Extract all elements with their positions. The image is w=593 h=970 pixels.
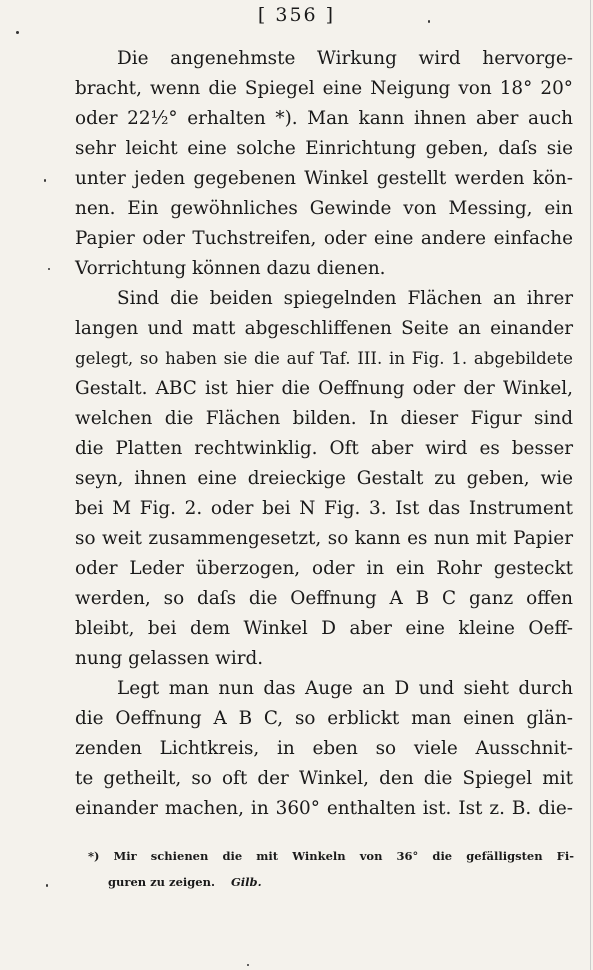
- scan-speck: [16, 31, 19, 34]
- text-line: die Oeffnung A B C, so erblickt man einen glän-: [75, 708, 573, 729]
- footnote-signature: Gilb.: [230, 875, 262, 889]
- text-line: nung gelassen wird.: [75, 648, 264, 669]
- text-line: Legt man nun das Auge an D und sieht durch: [117, 678, 573, 699]
- text-line: werden, so daſs die Oeffnung A B C ganz offen: [75, 588, 573, 609]
- text-line: gelegt, so haben sie die auf Taf. III. in Fig. 1. abgebildete: [75, 349, 573, 368]
- body-text: [75, 44, 573, 824]
- footnote-line: [88, 869, 574, 895]
- text-line: oder Leder überzogen, oder in ein Rohr gesteckt: [75, 558, 573, 579]
- scan-speck: [428, 20, 430, 23]
- footnote: [88, 843, 574, 895]
- text-line: so weit zusammengesetzt, so kann es nun mit Papier: [75, 528, 573, 549]
- text-line: te getheilt, so oft der Winkel, den die Spiegel mit: [75, 768, 573, 789]
- text-line: langen und matt abgeschliffenen Seite an einander: [75, 318, 573, 339]
- text-line: Papier oder Tuchstreifen, oder eine andere einfache: [75, 228, 573, 249]
- footnote-text: guren zu zeigen.: [108, 875, 215, 889]
- text-line: Vorrichtung können dazu dienen.: [75, 258, 386, 279]
- scan-speck: [46, 884, 48, 887]
- text-line: die Platten rechtwinklig. Oft aber wird es besser: [75, 438, 573, 459]
- text-line: Gestalt. ABC ist hier die Oeffnung oder der Winkel,: [75, 378, 573, 399]
- text-line: oder 22½° erhalten *). Man kann ihnen aber auch: [75, 108, 573, 129]
- scan-speck: [247, 964, 249, 966]
- text-line: seyn, ihnen eine dreieckige Gestalt zu geben, wie: [75, 468, 573, 489]
- text-line: einander machen, in 360° enthalten ist. Ist z. B. die-: [75, 798, 573, 819]
- text-line: bracht, wenn die Spiegel eine Neigung von 18° 20°: [75, 78, 573, 99]
- page-edge: [590, 0, 591, 970]
- scan-speck: [44, 179, 46, 182]
- scan-speck: [48, 268, 50, 270]
- text-line: zenden Lichtkreis, in eben so viele Ausschnit-: [75, 738, 573, 759]
- footnote-line: *) Mir schienen die mit Winkeln von 36° die gefälligsten Fi-: [88, 849, 574, 863]
- text-line: bei M Fig. 2. oder bei N Fig. 3. Ist das Instrument: [75, 498, 573, 519]
- page-number: [ 356 ]: [257, 4, 336, 26]
- text-line: Die angenehmste Wirkung wird hervorge-: [117, 48, 573, 69]
- text-line: unter jeden gegebenen Winkel gestellt werden kön-: [75, 168, 573, 189]
- text-line: sehr leicht eine solche Einrichtung geben, daſs sie: [75, 138, 573, 159]
- text-line: nen. Ein gewöhnliches Gewinde von Messing, ein: [75, 198, 573, 219]
- text-line: Sind die beiden spiegelnden Flächen an ihrer: [117, 288, 573, 309]
- text-line: welchen die Flächen bilden. In dieser Figur sind: [75, 408, 573, 429]
- text-line: bleibt, bei dem Winkel D aber eine kleine Oeff-: [75, 618, 573, 639]
